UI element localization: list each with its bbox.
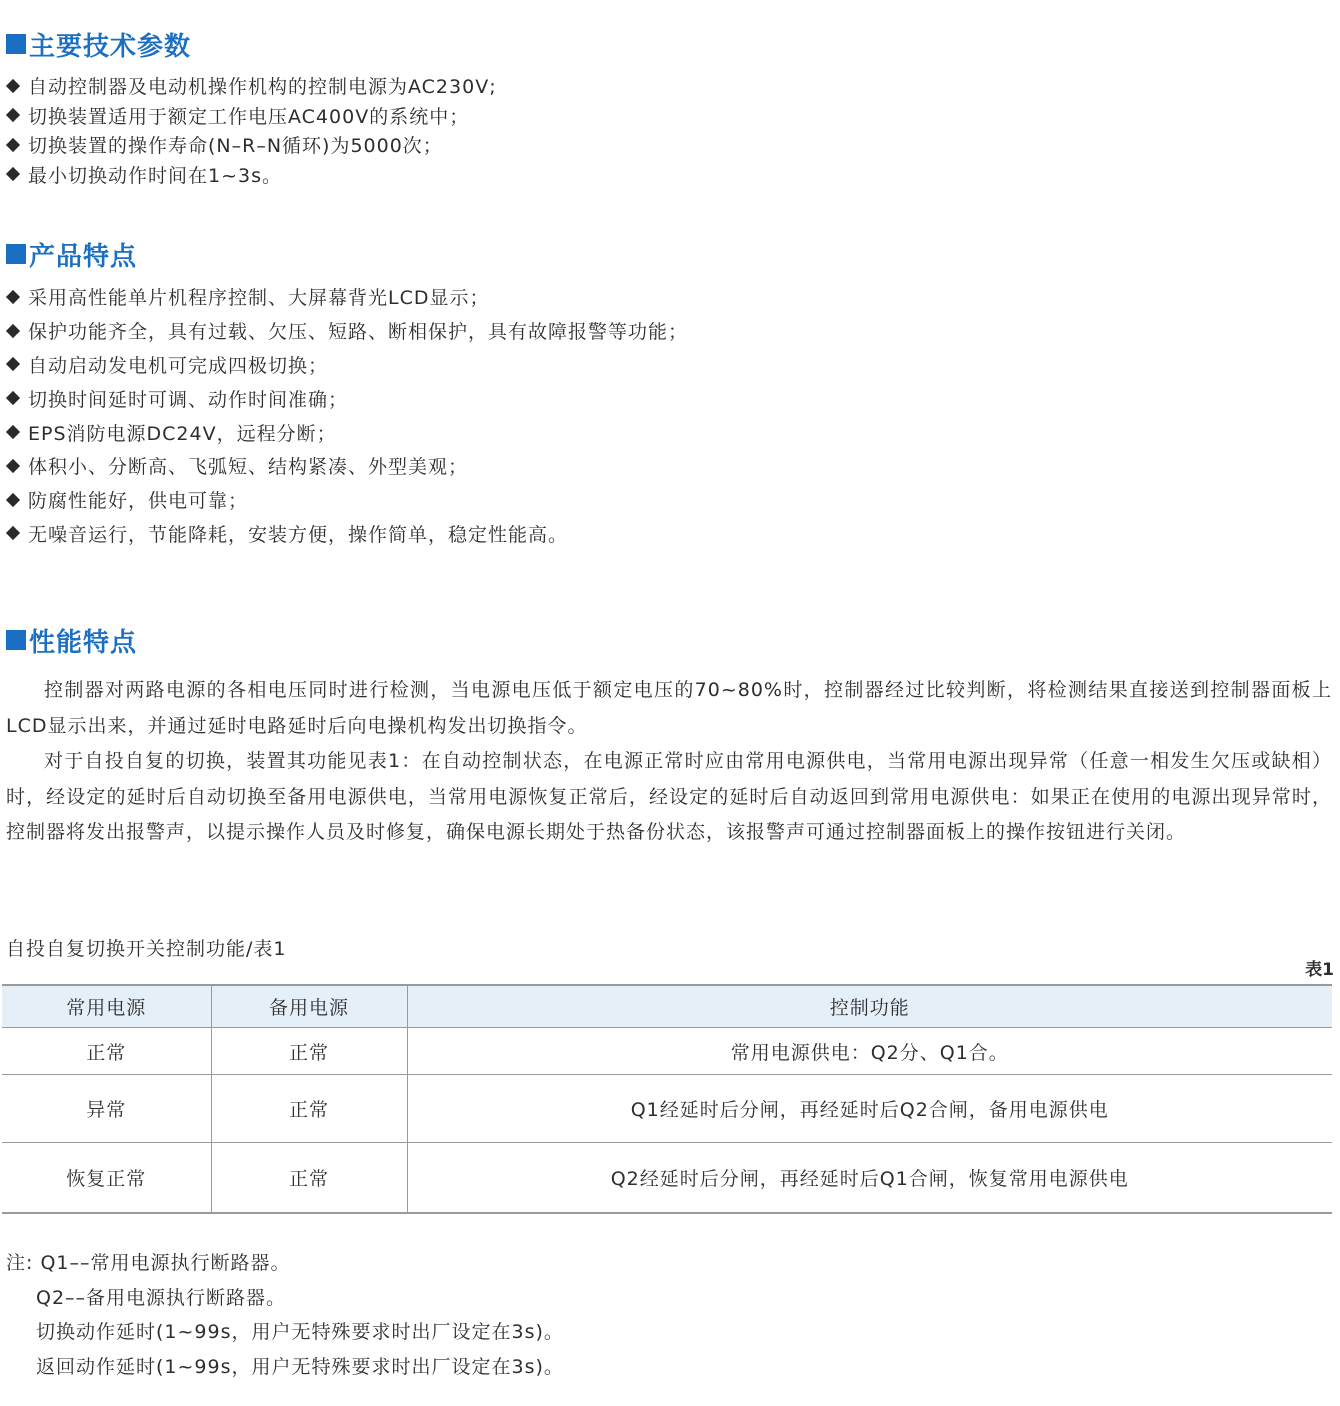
list-item: 切换装置的操作寿命(N–R–N循环)为5000次； <box>6 130 497 160</box>
note-line: Q2––备用电源执行断路器。 <box>36 1286 287 1309</box>
diamond-bullet-icon <box>6 391 20 405</box>
title-square-marker <box>6 34 26 54</box>
note-line: 返回动作延时(1~99s，用户无特殊要求时出厂设定在3s)。 <box>36 1355 564 1378</box>
section-title-performance-text: 性能特点 <box>29 627 138 658</box>
list-item: 自动控制器及电动机操作机构的控制电源为AC230V; <box>6 71 497 101</box>
table-cell: 正常 <box>211 1028 407 1075</box>
specs-list <box>6 71 497 189</box>
list-item: 采用高性能单片机程序控制、大屏幕背光LCD显示； <box>6 280 688 314</box>
diamond-bullet-icon <box>6 324 20 338</box>
features-list <box>6 280 688 550</box>
note-line: 切换动作延时(1~99s，用户无特殊要求时出厂设定在3s)。 <box>36 1321 564 1343</box>
header-backup-power: 备用电源 <box>211 985 407 1028</box>
list-item: 自动启动发电机可完成四极切换； <box>6 348 688 382</box>
table-tag: 表1 <box>1305 960 1334 980</box>
table-cell: 异常 <box>2 1075 211 1143</box>
table-row <box>2 1075 1332 1143</box>
diamond-bullet-icon <box>6 79 20 93</box>
list-item: 切换时间延时可调、动作时间准确； <box>6 381 688 415</box>
table-cell: 常用电源供电：Q2分、Q1合。 <box>407 1028 1332 1075</box>
list-item: 最小切换动作时间在1~3s。 <box>6 160 497 190</box>
diamond-bullet-icon <box>6 425 20 439</box>
notes-block <box>6 1246 564 1384</box>
diamond-bullet-icon <box>6 357 20 371</box>
table-cell: 正常 <box>2 1028 211 1075</box>
header-main-power: 常用电源 <box>2 985 211 1028</box>
table-cell: Q2经延时后分闸，再经延时后Q1合闸，恢复常用电源供电 <box>407 1143 1332 1213</box>
section-title-performance <box>6 625 138 658</box>
list-item: 体积小、分断高、飞弧短、结构紧凑、外型美观； <box>6 449 688 483</box>
control-function-table <box>2 984 1332 1214</box>
title-square-marker <box>6 244 26 264</box>
title-square-marker <box>6 630 26 650</box>
list-item: 切换装置适用于额定工作电压AC400V的系统中； <box>6 101 497 131</box>
header-control-function: 控制功能 <box>407 985 1332 1028</box>
list-item: 无噪音运行，节能降耗，安装方便，操作简单，稳定性能高。 <box>6 517 688 551</box>
note-line: 注: Q1––常用电源执行断路器。 <box>6 1252 291 1274</box>
performance-paragraph-2: 对于自投自复的切换，装置其功能见表1：在自动控制状态，在电源正常时应由常用电源供电，当常用电源出现异常（任意一相发生欠压或缺相）时，经设定的延时后自动切换至备用电源供电，当常用电源恢复正常后，经设定的延时后自动返回到常用电源供电：如果正在使用的电源出现异常时，控制器将发出报警声，以提示操作人员及时修复，确保电源长期处于热备份状态，该报警声可通过控制器面板上的操作按钮进行关闭。 <box>6 750 1332 843</box>
table-row <box>2 1143 1332 1213</box>
section-title-specs-text: 主要技术参数 <box>29 31 192 62</box>
diamond-bullet-icon <box>6 290 20 304</box>
diamond-bullet-icon <box>6 138 20 152</box>
section-title-features <box>6 239 138 272</box>
list-item: 保护功能齐全，具有过载、欠压、短路、断相保护，具有故障报警等功能； <box>6 314 688 348</box>
diamond-bullet-icon <box>6 167 20 181</box>
diamond-bullet-icon <box>6 526 20 540</box>
diamond-bullet-icon <box>6 493 20 507</box>
performance-paragraph-1: 控制器对两路电源的各相电压同时进行检测，当电源电压低于额定电压的70~80%时，控制器经过比较判断，将检测结果直接送到控制器面板上LCD显示出来，并通过延时电路延时后向电操机构发出切换指令。 <box>6 679 1332 737</box>
diamond-bullet-icon <box>6 459 20 473</box>
table-header-row <box>2 985 1332 1028</box>
list-item: 防腐性能好，供电可靠； <box>6 483 688 517</box>
table-cell: 正常 <box>211 1143 407 1213</box>
section-title-specs <box>6 29 192 62</box>
table-cell: Q1经延时后分闸，再经延时后Q2合闸，备用电源供电 <box>407 1075 1332 1143</box>
table-row <box>2 1028 1332 1075</box>
diamond-bullet-icon <box>6 108 20 122</box>
list-item: EPS消防电源DC24V，远程分断； <box>6 415 688 449</box>
table-caption: 自投自复切换开关控制功能/表1 <box>6 938 287 960</box>
table-cell: 恢复正常 <box>2 1143 211 1213</box>
table-cell: 正常 <box>211 1075 407 1143</box>
section-title-features-text: 产品特点 <box>29 241 138 272</box>
